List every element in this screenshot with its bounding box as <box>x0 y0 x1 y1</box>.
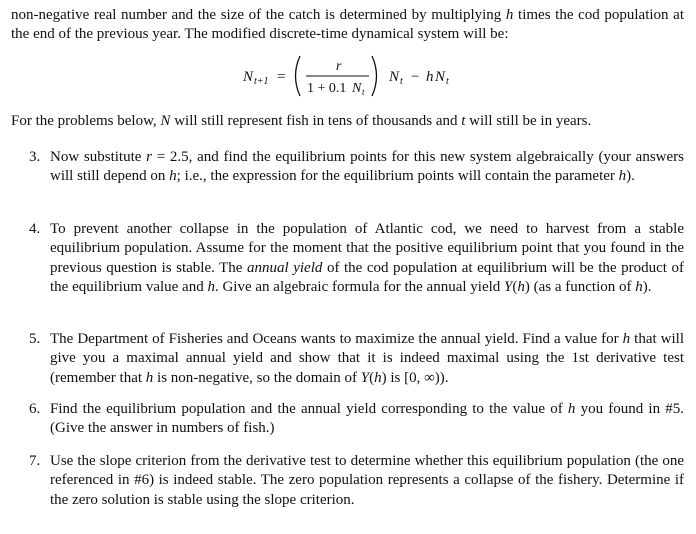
eq-lhs-sub: t+1 <box>254 76 269 87</box>
eq-tail-sub: t <box>446 76 449 87</box>
math-variable: r <box>146 149 152 165</box>
problem-text-segment: ). <box>626 168 635 185</box>
eq-denominator-prefix: 1 + 0.1 <box>307 81 347 96</box>
problem-text-segment: of the cod population at equilibrium will be the product of the equilibrium value and <box>50 259 684 296</box>
eq-left-paren <box>296 56 301 96</box>
math-variable: h <box>567 401 576 417</box>
problem-text <box>50 148 684 187</box>
dynamical-system-equation <box>0 48 696 104</box>
problem-text-segment: is non-negative, so the domain of <box>153 369 361 386</box>
intro-text-1: non-negative real number and the size of the catch is determined by multiplying <box>11 7 506 23</box>
problem-text-segment: Find the equilibrium population and the annual yield corresponding to the value of <box>50 401 568 417</box>
problem-text-segment: ) (as a function of <box>524 279 636 296</box>
equation-svg <box>0 48 696 104</box>
problem-text-segment: ( <box>512 279 518 296</box>
problem-text <box>50 452 684 510</box>
eq-right-paren <box>372 56 377 96</box>
problem-text-segment: ; i.e., the expression for the equilibrium points will contain the parameter <box>176 168 619 185</box>
problem-text-segment: ). <box>642 279 652 296</box>
eq-equals: = <box>277 69 286 85</box>
problem-text-segment: ) is [0, ∞)). <box>381 369 449 386</box>
intro-paragraph <box>11 6 684 45</box>
problem-text-segment: . Give an algebraic formula for the annual yield <box>214 279 505 296</box>
problem-text-segment: = 2.5, and find the equilibrium points for this new system algebraically (your answers will still depend on <box>50 149 684 185</box>
math-variable: Y <box>360 369 370 386</box>
math-variable: h <box>374 369 382 386</box>
math-variable: annual yield <box>247 259 323 276</box>
problem-text <box>50 400 684 439</box>
after-equation-paragraph <box>11 112 684 131</box>
problem-text <box>50 220 684 298</box>
problem-number: 6. <box>29 401 41 417</box>
math-variable: h <box>635 279 643 296</box>
after-text-1: For the problems below, <box>11 113 161 129</box>
math-variable: h <box>517 279 525 296</box>
problem-text-segment: Now substitute <box>50 149 147 165</box>
eq-mid-sub: t <box>400 76 403 87</box>
eq-minus: − <box>411 69 420 85</box>
eq-mid-n: N <box>389 69 400 85</box>
eq-lhs-n: N <box>243 69 254 85</box>
math-variable: Y <box>504 279 513 296</box>
problem-text-segment: Use the slope criterion from the derivative test to determine whether this equilibrium population (the one referenced in #6) is indeed stable. The zero population represents a collapse of the fishery. Determine if the zero solution is stable using the slope criterion. <box>50 453 684 508</box>
after-text-3: will still be in years. <box>465 113 592 129</box>
eq-numerator: r <box>336 59 342 74</box>
problem-number: 7. <box>29 453 41 469</box>
math-variable: h <box>145 369 154 386</box>
eq-denominator-sub: t <box>362 87 365 97</box>
problem-text-segment: The Department of Fisheries and Oceans wants to maximize the annual yield. Find a value for <box>50 331 623 347</box>
eq-h: h <box>426 69 434 85</box>
math-variable: h <box>618 168 627 185</box>
intro-text-2: times the cod population at the end of the previous year. The modified discrete-time dynamical system will be: <box>11 7 684 43</box>
problem-number: 4. <box>29 221 41 237</box>
problem-text <box>50 330 684 388</box>
math-variable: h <box>207 279 215 296</box>
math-variable: h <box>169 168 177 185</box>
after-t-variable: t <box>461 113 466 129</box>
problem-text-segment: ( <box>369 369 375 386</box>
problem-text-segment: To prevent another collapse in the population of Atlantic cod, we need to harvest from a stable equilibrium population. Assume for the moment that the positive equilibrium point that you found in the previous question is stable. The <box>50 221 684 276</box>
problem-text-segment: that will give you a maximal annual yield and show that it is indeed maximal using the 1st derivative test (remember that <box>50 331 684 386</box>
problem-number: 5. <box>29 331 41 347</box>
eq-denominator-n: N <box>352 81 362 96</box>
eq-tail-n: N <box>435 69 446 85</box>
intro-h-variable: h <box>505 7 514 23</box>
after-n-variable: N <box>160 113 171 129</box>
after-text-2: will still represent fish in tens of thousands and <box>170 113 462 129</box>
math-variable: h <box>622 331 631 347</box>
problem-number: 3. <box>29 149 41 165</box>
problem-text-segment: you found in #5. (Give the answer in numbers of fish.) <box>50 401 684 437</box>
